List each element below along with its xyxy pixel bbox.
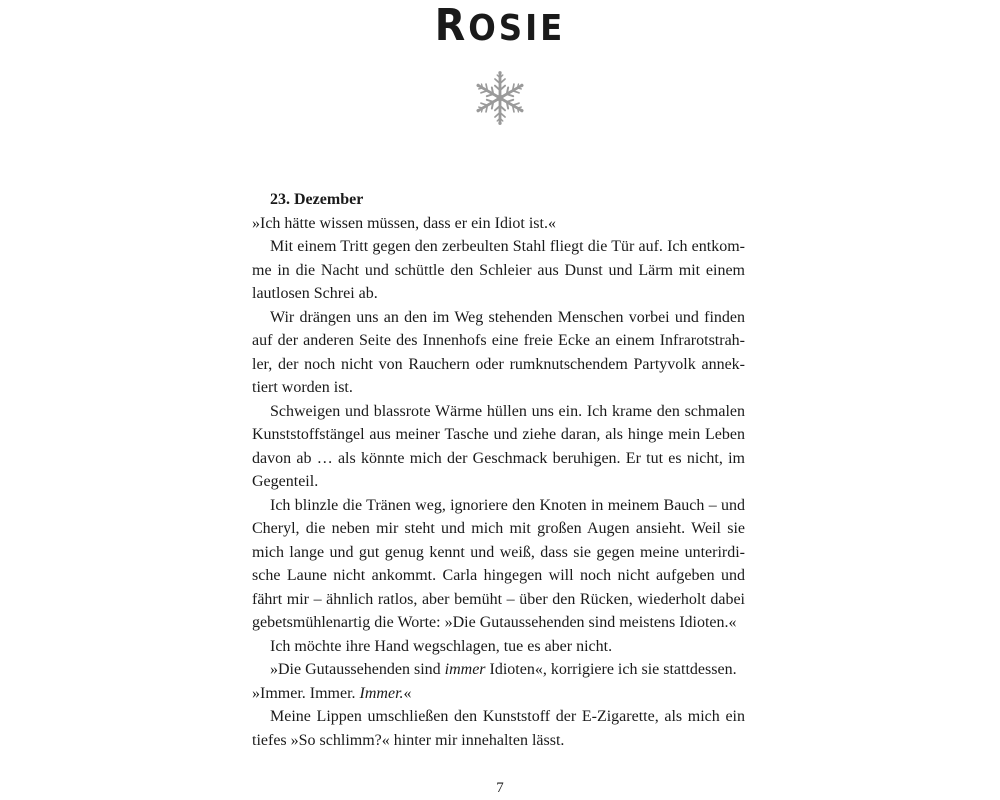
chapter-text: [252, 188, 745, 752]
chapter-title: [0, 0, 1000, 55]
page-number: 7: [496, 780, 504, 796]
paragraph: Ich blinzle die Tränen weg, ignoriere den Knoten in meinem Bauch – und Cheryl, die neben mir steht und mich mit großen Augen ansieht. Weil sie mich lange und gut genug kennt und weiß, dass sie gegen meine unterirdische Laune nicht ankommt. Carla hingegen will noch nicht aufgeben und fährt mir – ähnlich ratlos, aber bemüht – über den Rücken, wiederholt dabei gebetsmühlenartig die Worte: »Die Gutaussehenden sind meistens Idioten.«: [252, 496, 745, 631]
snowflake-icon: [472, 70, 528, 126]
paragraph: Meine Lippen umschließen den Kunststoff der E-Zigarette, als mich ein tiefes »So schlimm?« hinter mir innehalten lässt.: [252, 708, 745, 749]
paragraph: »Die Gutaussehenden sind immer Idioten«, korrigiere ich sie stattdessen.: [270, 661, 737, 678]
chapter-title-text: ROSIE: [434, 0, 566, 51]
entry-date: 23. Dezember: [270, 191, 364, 208]
paragraph: Ich möchte ihre Hand wegschlagen, tue es aber nicht.: [270, 637, 613, 655]
paragraph: »Ich hätte wissen müssen, dass er ein Idiot ist.«: [252, 214, 556, 232]
paragraph: Wir drängen uns an den im Weg stehenden Menschen vorbei und finden auf der anderen Seite des Innenhofs eine freie Ecke an einem Infrarotstrahler, der noch nicht von Rauchern oder rumknutschendem Partyvolk annektiert worden ist.: [252, 308, 745, 396]
paragraph: Schweigen und blassrote Wärme hüllen uns ein. Ich krame den schmalen Kunststoffstängel aus meiner Tasche und ziehe daran, als hinge mein Leben davon ab … als könnte mich der Geschmack beruhigen. Er tut es nicht, im Gegenteil.: [252, 402, 745, 490]
paragraph: Mit einem Tritt gegen den zerbeulten Stahl fliegt die Tür auf. Ich entkomme in die Nacht und schüttle den Schleier aus Dunst und Lärm mit einem lautlosen Schrei ab.: [252, 238, 745, 302]
paragraph: »Immer. Immer. Immer.«: [252, 684, 412, 702]
paragraph-list: [252, 212, 745, 753]
